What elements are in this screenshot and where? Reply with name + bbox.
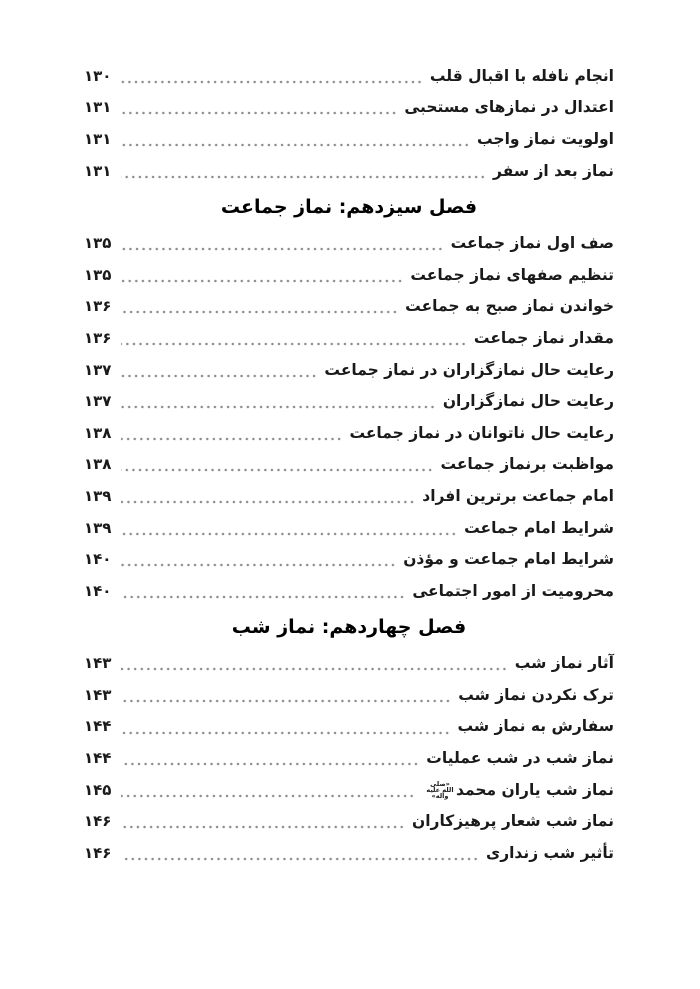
toc-entry-page-number: ۱۳۷ — [84, 392, 112, 411]
toc-entry-row — [84, 123, 614, 155]
toc-entry-title: انجام نافله با اقبال قلب — [429, 66, 614, 85]
toc-entry-row — [84, 543, 614, 575]
toc-entry-row — [84, 259, 614, 291]
toc-entry-row — [84, 805, 614, 837]
toc-entry-page-number: ۱۳۱ — [84, 129, 112, 148]
toc-entry-title: ترک نکردن نماز شب — [458, 685, 614, 704]
toc-entry-page-number: ۱۳۸ — [84, 423, 112, 442]
toc-entry-page-number: ۱۴۳ — [84, 654, 112, 673]
toc-entry-title: اعتدال در نمازهای مستحبی — [404, 98, 614, 117]
toc-entry-row — [84, 155, 614, 187]
toc-entry-page-number: ۱۳۶ — [84, 328, 112, 347]
toc-entry-page-number: ۱۳۱ — [84, 161, 112, 180]
toc-entry-title: نماز شب در شب عملیات — [426, 749, 614, 768]
dotted-leader — [121, 227, 444, 259]
dotted-leader — [121, 711, 450, 743]
toc-entry-row — [84, 449, 614, 481]
toc-entry-page-number: ۱۳۹ — [84, 518, 112, 537]
chapter-heading: فصل چهاردهم: نماز شب — [231, 616, 467, 638]
dotted-leader — [121, 259, 403, 291]
dotted-leader — [121, 449, 433, 481]
toc-entry-page-number: ۱۴۵ — [84, 780, 112, 799]
toc-entry-row — [84, 417, 614, 449]
toc-entry-title: محرومیت از امور اجتماعی — [412, 581, 614, 600]
toc-entry-row — [84, 92, 614, 124]
dotted-leader — [121, 123, 470, 155]
dotted-leader — [121, 805, 405, 837]
toc-entry-row — [84, 837, 614, 869]
dotted-leader — [121, 575, 405, 607]
toc-entry-row — [84, 774, 614, 806]
toc-entry-row — [84, 480, 614, 512]
toc-entry-row — [84, 679, 614, 711]
toc-entry-title: اولویت نماز واجب — [477, 129, 614, 148]
toc-entry-page-number: ۱۳۱ — [84, 98, 112, 117]
dotted-leader — [121, 417, 342, 449]
toc-entry-title: رعایت حال نمازگزاران در نماز جماعت — [324, 360, 614, 379]
toc-entry-page-number: ۱۳۶ — [84, 297, 112, 316]
toc-entry-row — [84, 227, 614, 259]
toc-entry-row — [84, 354, 614, 386]
toc-entry-page-number: ۱۳۷ — [84, 360, 112, 379]
toc-entry-row — [84, 60, 614, 92]
toc-entry-title: مواظبت برنماز جماعت — [440, 455, 614, 474]
dotted-leader — [121, 679, 451, 711]
dotted-leader — [121, 543, 396, 575]
dotted-leader — [121, 648, 508, 680]
toc-entry-page-number: ۱۴۰ — [84, 581, 112, 600]
toc-entry-title: نماز بعد از سفر — [493, 161, 614, 180]
dotted-leader — [121, 322, 467, 354]
dotted-leader — [121, 92, 397, 124]
toc-entry-row — [84, 742, 614, 774]
toc-entry-page-number: ۱۴۰ — [84, 550, 112, 569]
toc-entry-title: شرایط امام جماعت و مؤذن — [403, 550, 614, 569]
toc-entry-title: شرایط امام جماعت — [464, 518, 614, 537]
dotted-leader — [121, 291, 398, 323]
toc-entry-title: رعایت حال ناتوانان در نماز جماعت — [349, 423, 614, 442]
toc-entry-row — [84, 711, 614, 743]
toc-entry-title: خواندن نماز صبح به جماعت — [405, 297, 614, 316]
toc-entry-title: آثار نماز شب — [514, 654, 614, 673]
dotted-leader — [121, 837, 479, 869]
toc-entry-page-number: ۱۳۸ — [84, 455, 112, 474]
prophet-honorific: «صلی الله علیه وآله» — [426, 779, 454, 800]
toc-entry-title: تأثیر شب زنداری — [485, 843, 614, 862]
toc-entry-page-number: ۱۴۶ — [84, 812, 112, 831]
toc-entry-title: صف اول نماز جماعت — [450, 234, 614, 253]
toc-entry-row — [84, 291, 614, 323]
toc-entry-title: تنظیم صفهای نماز جماعت — [410, 265, 614, 284]
dotted-leader — [121, 774, 415, 806]
toc-entry-row — [84, 322, 614, 354]
dotted-leader — [121, 155, 486, 187]
toc-entry-page-number: ۱۴۶ — [84, 843, 112, 862]
toc-entry-title: سفارش به نماز شب — [457, 717, 614, 736]
toc-entry-page-number: ۱۳۹ — [84, 486, 112, 505]
toc-entry-page-number: ۱۳۵ — [84, 265, 112, 284]
dotted-leader — [121, 385, 436, 417]
dotted-leader — [121, 480, 415, 512]
toc-entry-title: مقدار نماز جماعت — [473, 328, 614, 347]
toc-entry-row — [84, 575, 614, 607]
toc-entry-page-number: ۱۴۴ — [84, 749, 112, 768]
toc-entry-page-number: ۱۳۰ — [84, 66, 112, 85]
dotted-leader — [121, 512, 457, 544]
toc-entry-title: رعایت حال نمازگزاران — [442, 392, 614, 411]
toc-entry-page-number: ۱۴۳ — [84, 685, 112, 704]
dotted-leader — [121, 354, 317, 386]
toc-entry-page-number: ۱۳۵ — [84, 234, 112, 253]
toc-entry-row — [84, 648, 614, 680]
toc-entry-title: نماز شب شعار پرهیزکاران — [411, 812, 614, 831]
toc-entry-row — [84, 512, 614, 544]
toc-entry-page-number: ۱۴۴ — [84, 717, 112, 736]
chapter-heading: فصل سیزدهم: نماز جماعت — [220, 195, 478, 218]
dotted-leader — [121, 60, 423, 92]
toc-entry-title: نماز شب یاران محمد — [455, 780, 614, 799]
toc-entry-row — [84, 385, 614, 417]
dotted-leader — [121, 742, 419, 774]
toc-entry-title: امام جماعت برترین افراد — [422, 486, 614, 505]
